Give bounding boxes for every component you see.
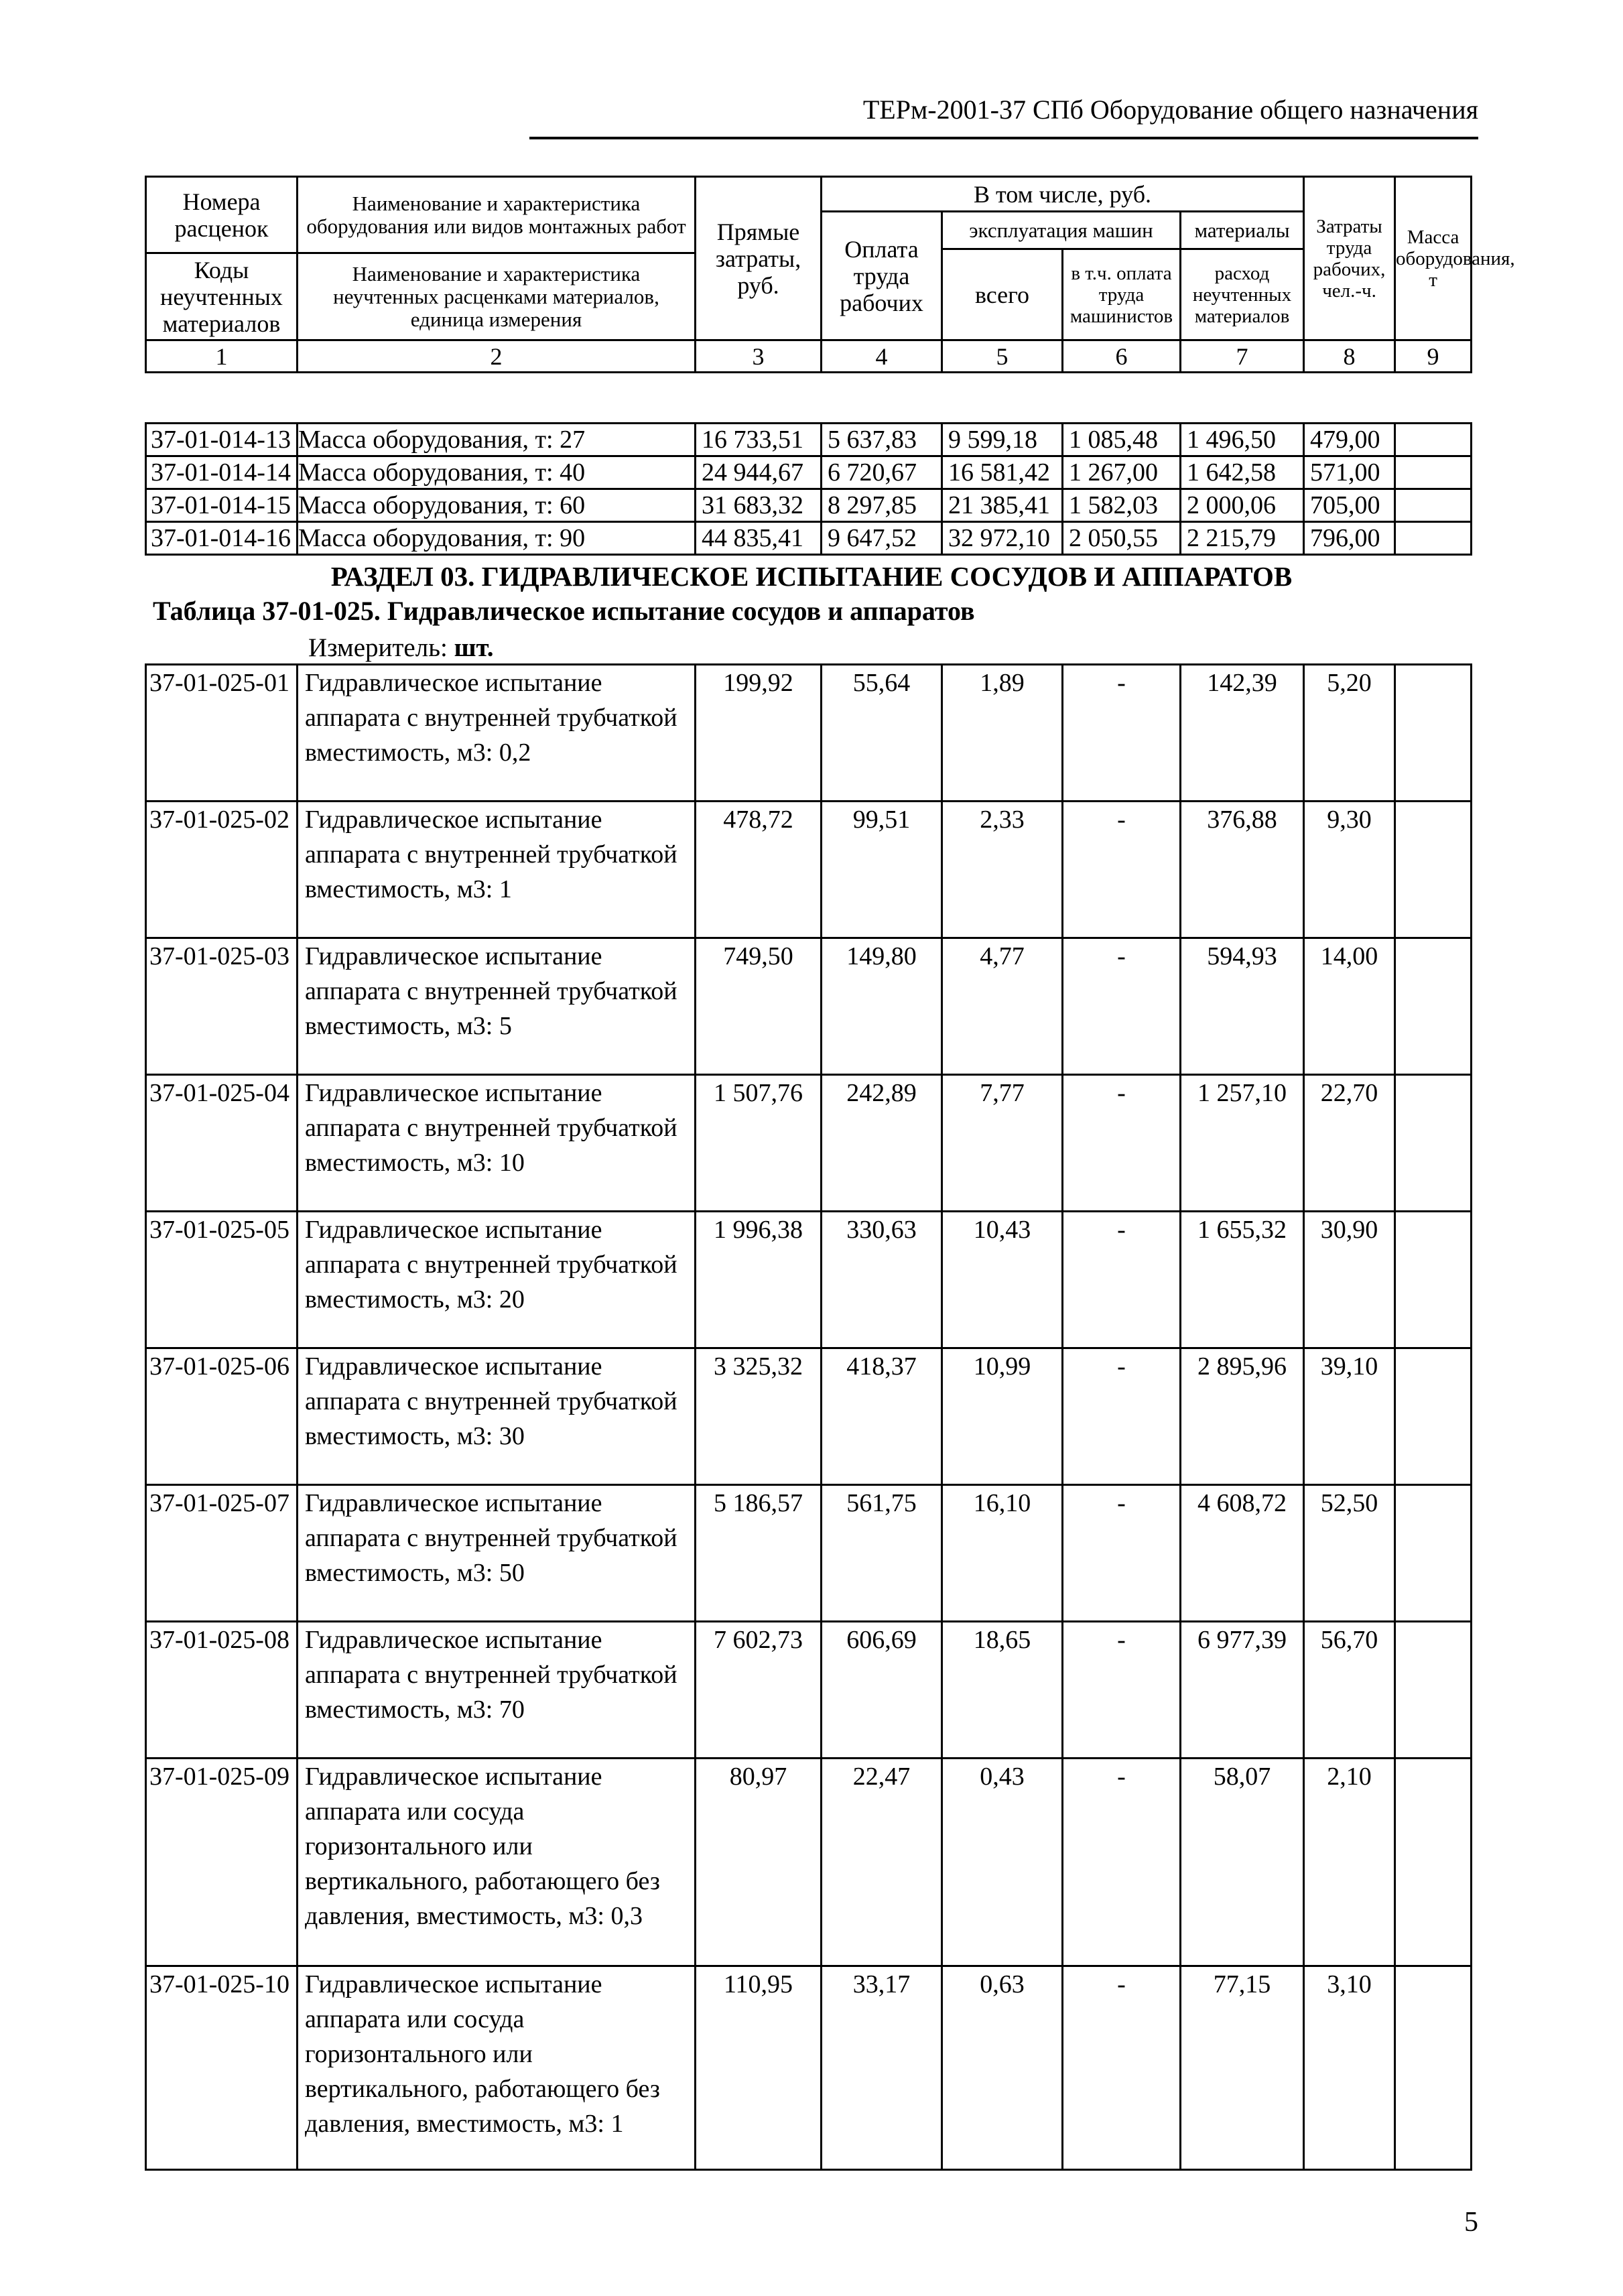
wages-cell: 418,37	[822, 1348, 942, 1485]
rate-name: Масса оборудования, т: 60	[298, 489, 696, 522]
direct-costs-cell: 749,50	[696, 938, 822, 1075]
operators-cell: -	[1063, 1348, 1181, 1485]
operators-cell: -	[1063, 665, 1181, 802]
direct-costs-cell: 44 835,41	[696, 522, 822, 555]
materials-cell: 2 000,06	[1181, 489, 1304, 522]
mass-cell	[1395, 424, 1472, 456]
table-title: Таблица 37-01-025. Гидравлическое испытание сосудов и аппаратов	[153, 596, 975, 626]
wages-cell: 55,64	[822, 665, 942, 802]
materials-cell: 58,07	[1181, 1759, 1304, 1966]
column-number: 3	[696, 340, 822, 373]
wages-cell: 99,51	[822, 802, 942, 938]
rate-code: 37-01-025-08	[146, 1622, 298, 1759]
labor-cell: 14,00	[1304, 938, 1395, 1075]
rate-name: Гидравлическое испытание аппарата или сосуда горизонтального или вертикального, работающего без давления, вместимость, м3: 1	[298, 1966, 696, 2170]
direct-costs-cell: 7 602,73	[696, 1622, 822, 1759]
labor-cell: 479,00	[1304, 424, 1395, 456]
header-machine-operation: эксплуатация машин	[942, 212, 1181, 249]
machines-cell: 9 599,18	[942, 424, 1063, 456]
rate-code: 37-01-025-03	[146, 938, 298, 1075]
direct-costs-cell: 31 683,32	[696, 489, 822, 522]
direct-costs-cell: 1 996,38	[696, 1212, 822, 1348]
direct-costs-cell: 110,95	[696, 1966, 822, 2170]
rate-code: 37-01-025-09	[146, 1759, 298, 1966]
header-unaccounted-materials: расход неучтенных материалов	[1181, 249, 1304, 340]
column-number: 2	[298, 340, 696, 373]
rate-name: Масса оборудования, т: 90	[298, 522, 696, 555]
labor-cell: 705,00	[1304, 489, 1395, 522]
machines-cell: 10,99	[942, 1348, 1063, 1485]
rate-name: Гидравлическое испытание аппарата или сосуда горизонтального или вертикального, работающего без давления, вместимость, м3: 0,3	[298, 1759, 696, 1966]
column-header-table	[145, 176, 1515, 373]
mass-cell	[1395, 489, 1472, 522]
labor-cell: 571,00	[1304, 456, 1395, 489]
table-row	[146, 1348, 1472, 1485]
operators-cell: 1 085,48	[1063, 424, 1181, 456]
labor-cell: 22,70	[1304, 1075, 1395, 1212]
machines-cell: 7,77	[942, 1075, 1063, 1212]
column-number: 9	[1395, 340, 1472, 373]
machines-cell: 2,33	[942, 802, 1063, 938]
direct-costs-cell: 24 944,67	[696, 456, 822, 489]
column-number: 8	[1304, 340, 1395, 373]
machines-cell: 10,43	[942, 1212, 1063, 1348]
rate-name: Гидравлическое испытание аппарата с внутренней трубчаткой вместимость, м3: 50	[298, 1485, 696, 1622]
header-direct-costs: Прямые затраты, руб.	[696, 177, 822, 340]
header-operators-wages: в т.ч. оплата труда машинистов	[1063, 249, 1181, 340]
materials-cell: 4 608,72	[1181, 1485, 1304, 1622]
wages-cell: 6 720,67	[822, 456, 942, 489]
table-row	[146, 456, 1472, 489]
direct-costs-cell: 80,97	[696, 1759, 822, 1966]
header-rule	[529, 137, 1478, 139]
wages-cell: 330,63	[822, 1212, 942, 1348]
wages-cell: 5 637,83	[822, 424, 942, 456]
materials-cell: 1 257,10	[1181, 1075, 1304, 1212]
header-material-name: Наименование и характеристика неучтенных расценками материалов, единица измерения	[298, 253, 696, 340]
mass-cell	[1395, 456, 1472, 489]
mass-rows-table	[145, 422, 1472, 556]
operators-cell: -	[1063, 1759, 1181, 1966]
materials-cell: 6 977,39	[1181, 1622, 1304, 1759]
rate-code: 37-01-025-10	[146, 1966, 298, 2170]
table-row	[146, 1966, 1472, 2170]
wages-cell: 9 647,52	[822, 522, 942, 555]
mass-cell	[1395, 802, 1472, 938]
rate-name: Гидравлическое испытание аппарата с внутренней трубчаткой вместимость, м3: 1	[298, 802, 696, 938]
operators-cell: -	[1063, 1966, 1181, 2170]
mass-cell	[1395, 1966, 1472, 2170]
rate-name: Масса оборудования, т: 40	[298, 456, 696, 489]
rate-code: 37-01-014-15	[146, 489, 298, 522]
column-number: 6	[1063, 340, 1181, 373]
running-header: ТЕРм-2001-37 СПб Оборудование общего назначения	[862, 94, 1478, 125]
rate-code: 37-01-025-02	[146, 802, 298, 938]
labor-cell: 56,70	[1304, 1622, 1395, 1759]
wages-cell: 561,75	[822, 1485, 942, 1622]
rate-code: 37-01-014-14	[146, 456, 298, 489]
rate-name: Масса оборудования, т: 27	[298, 424, 696, 456]
mass-cell	[1395, 1348, 1472, 1485]
mass-cell	[1395, 1622, 1472, 1759]
operators-cell: -	[1063, 1485, 1181, 1622]
machines-cell: 18,65	[942, 1622, 1063, 1759]
wages-cell: 242,89	[822, 1075, 942, 1212]
table-row	[146, 938, 1472, 1075]
table-row	[146, 522, 1472, 555]
labor-cell: 796,00	[1304, 522, 1395, 555]
rates-table	[145, 663, 1472, 2171]
measure-line	[308, 633, 493, 663]
direct-costs-cell: 1 507,76	[696, 1075, 822, 1212]
materials-cell: 2 215,79	[1181, 522, 1304, 555]
labor-cell: 3,10	[1304, 1966, 1395, 2170]
operators-cell: -	[1063, 1075, 1181, 1212]
mass-cell	[1395, 1485, 1472, 1622]
direct-costs-cell: 5 186,57	[696, 1485, 822, 1622]
table-row	[146, 1212, 1472, 1348]
direct-costs-cell: 3 325,32	[696, 1348, 822, 1485]
rate-code: 37-01-025-01	[146, 665, 298, 802]
mass-cell	[1395, 665, 1472, 802]
machines-cell: 1,89	[942, 665, 1063, 802]
machines-cell: 16 581,42	[942, 456, 1063, 489]
rate-name: Гидравлическое испытание аппарата с внутренней трубчаткой вместимость, м3: 30	[298, 1348, 696, 1485]
section-title: РАЗДЕЛ 03. ГИДРАВЛИЧЕСКОЕ ИСПЫТАНИЕ СОСУДОВ И АППАРАТОВ	[330, 561, 1293, 592]
labor-cell: 9,30	[1304, 802, 1395, 938]
table-row	[146, 1485, 1472, 1622]
operators-cell: -	[1063, 938, 1181, 1075]
header-equipment-mass: Масса оборудования, т	[1395, 177, 1472, 340]
labor-cell: 2,10	[1304, 1759, 1395, 1966]
wages-cell: 606,69	[822, 1622, 942, 1759]
materials-cell: 1 655,32	[1181, 1212, 1304, 1348]
header-workers-wages: Оплата труда рабочих	[822, 212, 942, 340]
materials-cell: 2 895,96	[1181, 1348, 1304, 1485]
rate-name: Гидравлическое испытание аппарата с внутренней трубчаткой вместимость, м3: 20	[298, 1212, 696, 1348]
measure-label: Измеритель:	[308, 633, 448, 662]
wages-cell: 22,47	[822, 1759, 942, 1966]
labor-cell: 30,90	[1304, 1212, 1395, 1348]
rate-code: 37-01-025-05	[146, 1212, 298, 1348]
wages-cell: 8 297,85	[822, 489, 942, 522]
table-row	[146, 802, 1472, 938]
rate-name: Гидравлическое испытание аппарата с внутренней трубчаткой вместимость, м3: 10	[298, 1075, 696, 1212]
operators-cell: 2 050,55	[1063, 522, 1181, 555]
materials-cell: 77,15	[1181, 1966, 1304, 2170]
machines-cell: 16,10	[942, 1485, 1063, 1622]
rate-code: 37-01-025-07	[146, 1485, 298, 1622]
operators-cell: -	[1063, 1622, 1181, 1759]
rate-code: 37-01-025-04	[146, 1075, 298, 1212]
page-number: 5	[1464, 2207, 1478, 2238]
column-number: 5	[942, 340, 1063, 373]
column-number: 4	[822, 340, 942, 373]
rate-code: 37-01-025-06	[146, 1348, 298, 1485]
header-labor-costs: Затраты труда рабочих, чел.-ч.	[1304, 177, 1395, 340]
rate-name: Гидравлическое испытание аппарата с внутренней трубчаткой вместимость, м3: 70	[298, 1622, 696, 1759]
direct-costs-cell: 478,72	[696, 802, 822, 938]
direct-costs-cell: 199,92	[696, 665, 822, 802]
materials-cell: 142,39	[1181, 665, 1304, 802]
operators-cell: 1 267,00	[1063, 456, 1181, 489]
labor-cell: 52,50	[1304, 1485, 1395, 1622]
table-row	[146, 424, 1472, 456]
machines-cell: 0,63	[942, 1966, 1063, 2170]
table-row	[146, 665, 1472, 802]
wages-cell: 149,80	[822, 938, 942, 1075]
operators-cell: -	[1063, 1212, 1181, 1348]
labor-cell: 5,20	[1304, 665, 1395, 802]
operators-cell: 1 582,03	[1063, 489, 1181, 522]
materials-cell: 594,93	[1181, 938, 1304, 1075]
mass-cell	[1395, 1212, 1472, 1348]
table-row	[146, 1075, 1472, 1212]
mass-cell	[1395, 522, 1472, 555]
labor-cell: 39,10	[1304, 1348, 1395, 1485]
rate-code: 37-01-014-16	[146, 522, 298, 555]
wages-cell: 33,17	[822, 1966, 942, 2170]
column-number: 1	[146, 340, 298, 373]
materials-cell: 376,88	[1181, 802, 1304, 938]
rate-name: Гидравлическое испытание аппарата с внутренней трубчаткой вместимость, м3: 5	[298, 938, 696, 1075]
header-rate-numbers: Номера расценок	[146, 177, 298, 253]
measure-unit: шт.	[454, 633, 494, 662]
direct-costs-cell: 16 733,51	[696, 424, 822, 456]
machines-cell: 32 972,10	[942, 522, 1063, 555]
header-materials: материалы	[1181, 212, 1304, 249]
header-including: В том числе, руб.	[822, 177, 1304, 212]
header-material-codes: Коды неучтенных материалов	[146, 253, 298, 340]
operators-cell: -	[1063, 802, 1181, 938]
column-number: 7	[1181, 340, 1304, 373]
mass-cell	[1395, 938, 1472, 1075]
header-machines-total: всего	[942, 249, 1063, 340]
machines-cell: 0,43	[942, 1759, 1063, 1966]
rate-code: 37-01-014-13	[146, 424, 298, 456]
table-row	[146, 1622, 1472, 1759]
machines-cell: 4,77	[942, 938, 1063, 1075]
materials-cell: 1 642,58	[1181, 456, 1304, 489]
table-row	[146, 489, 1472, 522]
header-work-name: Наименование и характеристика оборудования или видов монтажных работ	[298, 177, 696, 253]
table-row	[146, 1759, 1472, 1966]
mass-cell	[1395, 1075, 1472, 1212]
materials-cell: 1 496,50	[1181, 424, 1304, 456]
rate-name: Гидравлическое испытание аппарата с внутренней трубчаткой вместимость, м3: 0,2	[298, 665, 696, 802]
machines-cell: 21 385,41	[942, 489, 1063, 522]
mass-cell	[1395, 1759, 1472, 1966]
